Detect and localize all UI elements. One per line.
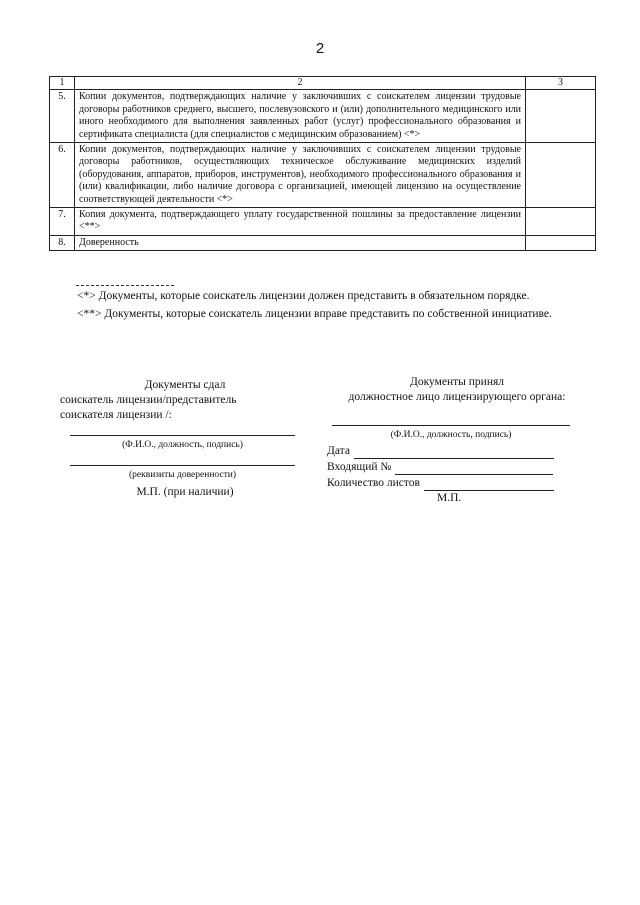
proxy-details-line	[70, 465, 295, 466]
submitter-signature-line	[70, 435, 295, 436]
row-description: Доверенность	[75, 235, 526, 250]
row-empty-cell	[526, 235, 596, 250]
footnote-mandatory: <*> Документы, которые соискатель лицензии должен представить в обязательном порядке.	[77, 290, 530, 302]
receiver-role-line: должностное лицо лицензирующего органа:	[348, 391, 566, 403]
incoming-number-field	[327, 460, 587, 475]
date-blank	[354, 447, 554, 459]
table-row	[50, 143, 596, 208]
row-description: Копии документов, подтверждающих наличие у заключивших с соискателем лицензии трудовые договоры работников среднего, высшего, послевузовского и (или) дополнительного медицинского или иного необходимого для выполнения заявленных работ (услуг) профессионального образования и сертификата специалиста (для специалистов с медицинским образованием) <*>	[75, 90, 526, 143]
row-empty-cell	[526, 143, 596, 208]
sheet-count-blank	[424, 479, 554, 491]
row-description: Копии документов, подтверждающих наличие у заключивших с соискателем лицензии трудовые договоры работников, осуществляющих техническое обслуживание медицинских изделий (оборудования, аппаратов, приборов, инструментов), необходимого профессионального образования и (или) квалификации, либо наличие договора с организацией, имеющей лицензию на осуществление соответствующей деятельности <*>	[75, 143, 526, 208]
column-header: 3	[526, 77, 596, 90]
submitter-seal: М.П. (при наличии)	[136, 486, 234, 498]
footnotes	[69, 288, 563, 322]
submitter-role-line-2: соискателя лицензии /:	[60, 409, 172, 421]
receiver-signature-caption: (Ф.И.О., должность, подпись)	[390, 430, 512, 440]
table-header-row	[50, 77, 596, 90]
incoming-number-label: Входящий №	[327, 461, 392, 473]
table-row	[50, 208, 596, 236]
row-number: 6.	[50, 143, 75, 208]
submitter-block	[60, 378, 310, 500]
date-field	[327, 444, 587, 459]
receiver-heading: Документы принял	[409, 376, 505, 388]
row-empty-cell	[526, 90, 596, 143]
row-number: 5.	[50, 90, 75, 143]
row-number: 7.	[50, 208, 75, 236]
submitter-signature-caption: (Ф.И.О., должность, подпись)	[122, 440, 243, 450]
footnote-divider	[76, 285, 174, 286]
column-header: 2	[75, 77, 526, 90]
receiver-signature-line	[332, 425, 570, 426]
receiver-seal: М.П.	[437, 492, 462, 504]
row-number: 8.	[50, 235, 75, 250]
proxy-details-caption: (реквизиты доверенности)	[128, 470, 237, 480]
incoming-number-blank	[395, 463, 553, 475]
column-header: 1	[50, 77, 75, 90]
submitter-heading: Документы сдал	[144, 379, 226, 391]
date-label: Дата	[327, 445, 350, 457]
table-row	[50, 235, 596, 250]
submitter-role-line: соискатель лицензии/представитель	[60, 394, 237, 406]
receiver-block	[327, 375, 587, 506]
footnote-optional: <**> Документы, которые соискатель лицензии вправе представить по собственной инициативе.	[77, 308, 552, 320]
row-description: Копия документа, подтверждающего уплату государственной пошлины за предоставление лицензии <**>	[75, 208, 526, 236]
table-row	[50, 90, 596, 143]
page-number: 2	[315, 40, 325, 57]
documents-table	[49, 76, 596, 251]
row-empty-cell	[526, 208, 596, 236]
sheet-count-field	[327, 476, 587, 491]
sheet-count-label: Количество листов	[327, 477, 420, 489]
